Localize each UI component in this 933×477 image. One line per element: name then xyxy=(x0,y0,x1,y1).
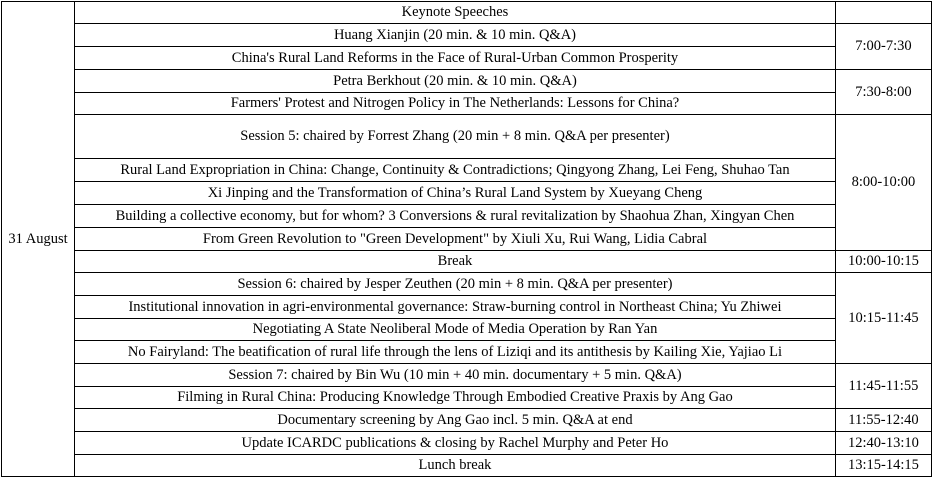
lunch-break-row: Lunch break xyxy=(75,455,836,477)
table-row xyxy=(2,228,932,251)
table-row xyxy=(2,115,932,159)
table-row xyxy=(2,70,932,93)
time-cell: 11:45-11:55 xyxy=(835,364,931,409)
keynote-title-2: Farmers' Protest and Nitrogen Policy in The Netherlands: Lessons for China? xyxy=(75,93,836,115)
time-cell: 10:00-10:15 xyxy=(835,251,931,273)
session-7-heading: Session 7: chaired by Bin Wu (10 min + 40 min. documentary + 5 min. Q&A) xyxy=(75,364,836,387)
table-row xyxy=(2,182,932,205)
keynote-title-1: China's Rural Land Reforms in the Face of Rural-Urban Common Prosperity xyxy=(75,47,836,70)
table-row xyxy=(2,159,932,182)
time-cell-empty xyxy=(835,2,931,24)
time-cell: 11:55-12:40 xyxy=(835,409,931,432)
session-5-heading: Session 5: chaired by Forrest Zhang (20 min + 8 min. Q&A per presenter) xyxy=(75,115,836,159)
table-row xyxy=(2,409,932,432)
break-row: Break xyxy=(75,251,836,273)
table-row xyxy=(2,387,932,409)
table-row xyxy=(2,455,932,477)
keynote-heading: Keynote Speeches xyxy=(75,2,836,24)
time-cell: 12:40-13:10 xyxy=(835,432,931,455)
session-5-paper-1: Rural Land Expropriation in China: Change, Continuity & Contradictions; Qingyong Zhang, Lei Feng, Shuhao Tan xyxy=(75,159,836,182)
table-row xyxy=(2,296,932,319)
table-row xyxy=(2,205,932,228)
closing-row: Update ICARDC publications & closing by Rachel Murphy and Peter Ho xyxy=(75,432,836,455)
date-cell: 31 August xyxy=(2,2,75,477)
time-cell: 7:00-7:30 xyxy=(835,24,931,70)
time-cell: 10:15-11:45 xyxy=(835,273,931,364)
time-cell: 13:15-14:15 xyxy=(835,455,931,477)
table-row xyxy=(2,251,932,273)
session-6-heading: Session 6: chaired by Jesper Zeuthen (20 min + 8 min. Q&A per presenter) xyxy=(75,273,836,296)
session-6-paper-2: Negotiating A State Neoliberal Mode of Media Operation by Ran Yan xyxy=(75,319,836,341)
table-row xyxy=(2,319,932,341)
table-row xyxy=(2,2,932,24)
session-5-paper-3: Building a collective economy, but for whom? 3 Conversions & rural revitalization by Shaohua Zhan, Xingyan Chen xyxy=(75,205,836,228)
table-row xyxy=(2,364,932,387)
table-row xyxy=(2,24,932,47)
session-7-film: Filming in Rural China: Producing Knowledge Through Embodied Creative Praxis by Ang Gao xyxy=(75,387,836,409)
table-row xyxy=(2,47,932,70)
keynote-speaker-2: Petra Berkhout (20 min. & 10 min. Q&A) xyxy=(75,70,836,93)
table-row xyxy=(2,273,932,296)
session-5-paper-2: Xi Jinping and the Transformation of China’s Rural Land System by Xueyang Cheng xyxy=(75,182,836,205)
session-6-paper-3: No Fairyland: The beatification of rural life through the lens of Liziqi and its antithesis by Kailing Xie, Yajiao Li xyxy=(75,341,836,364)
session-5-paper-4: From Green Revolution to "Green Development" by Xiuli Xu, Rui Wang, Lidia Cabral xyxy=(75,228,836,251)
keynote-speaker-1: Huang Xianjin (20 min. & 10 min. Q&A) xyxy=(75,24,836,47)
time-cell: 7:30-8:00 xyxy=(835,70,931,115)
time-cell: 8:00-10:00 xyxy=(835,115,931,251)
table-row xyxy=(2,93,932,115)
session-6-paper-1: Institutional innovation in agri-environmental governance: Straw-burning control in Northeast China; Yu Zhiwei xyxy=(75,296,836,319)
table-row xyxy=(2,432,932,455)
table-row xyxy=(2,341,932,364)
conference-schedule-table xyxy=(1,1,932,477)
documentary-screening: Documentary screening by Ang Gao incl. 5 min. Q&A at end xyxy=(75,409,836,432)
